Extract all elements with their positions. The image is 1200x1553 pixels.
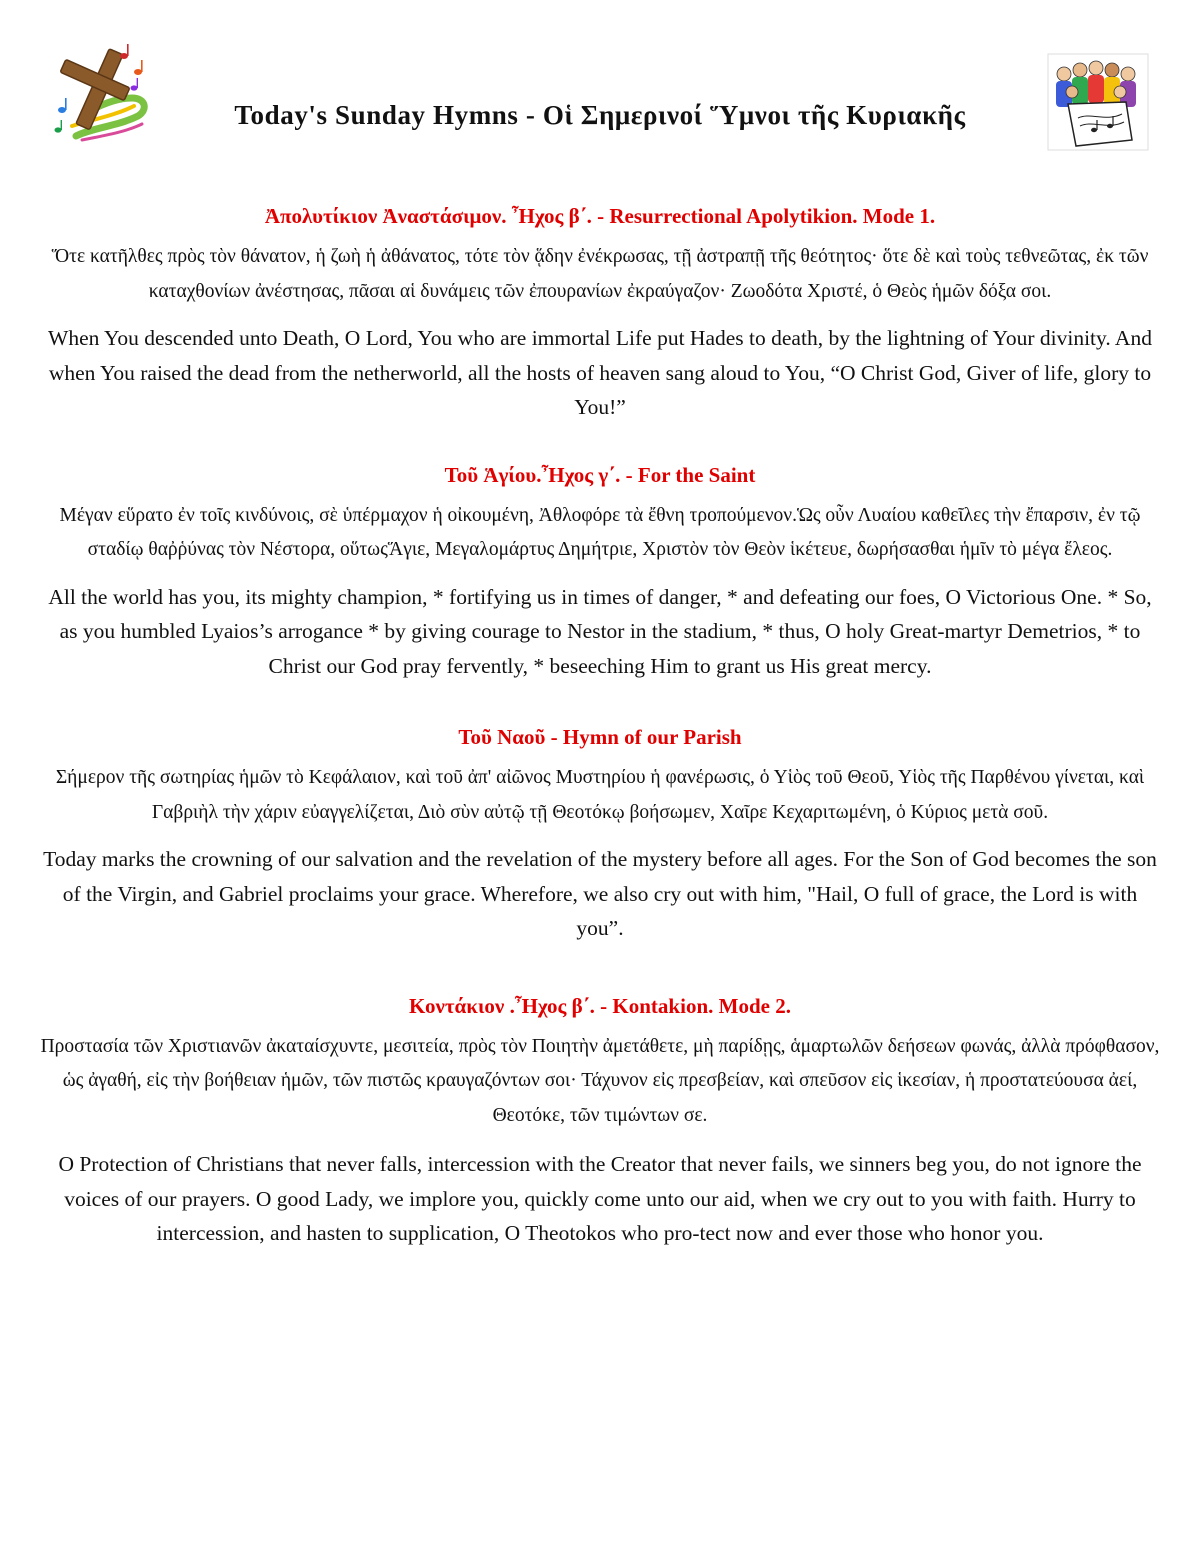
cross-with-music-notes-icon [42, 40, 152, 150]
hymn-section-parish [40, 723, 1160, 946]
hymn-heading: Τοῦ Ἁγίου.Ἦχος γ΄. - For the Saint [444, 462, 756, 487]
page-title: Today's Sunday Hymns - Οἱ Σημερινοί Ὕμνοι τῆς Κυριακῆς [234, 100, 966, 130]
hymn-section-apolytikion [40, 202, 1160, 425]
hymn-greek-text: Ὅτε κατῆλθες πρὸς τὸν θάνατον, ἡ ζωὴ ἡ ἀθάνατος, τότε τὸν ᾅδην ἐνέκρωσας, τῇ ἀστραπῇ τῆς θεότητος· ὅτε δὲ καὶ τοὺς τεθνεῶτας, ἐκ τῶν καταχθονίων ἀνέστησας, πᾶσαι αἱ δυνάμεις τῶν ἐπουρανίων ἐκραύγαζον· Ζωοδότα Χριστέ, ὁ Θεὸς ἡμῶν δόξα σοι. [51, 246, 1149, 302]
page-header [0, 0, 1200, 160]
hymn-heading: Τοῦ Ναοῦ - Hymn of our Parish [458, 725, 742, 749]
hymn-greek-text: Σήμερον τῆς σωτηρίας ἡμῶν τὸ Κεφάλαιον, καὶ τοῦ ἀπ' αἰῶνος Μυστηρίου ἡ φανέρωσις, ὁ Υἱὸς τοῦ Θεοῦ, Υἱὸς τῆς Παρθένου γίνεται, καὶ Γαβριὴλ τὴν χάριν εὐαγγελίζεται, Διὸ σὺν αὐτῷ τῇ Θεοτόκῳ βοήσωμεν, Χαῖρε Κεχαριτωμένη, ὁ Κύριος μετὰ σοῦ. [55, 767, 1145, 823]
hymn-heading: Ἀπολυτίκιον Ἀναστάσιμον. Ἦχος β΄. - Resurrectional Apolytikion. Mode 1. [264, 204, 936, 228]
hymn-english-text: All the world has you, its mighty champion, * fortifying us in times of danger, * and defeating our foes, O Victorious One. * So, as you humbled Lyaios’s arrogance * by giving courage to Nestor in the stadium, * thus, O holy Great-martyr Demetrios, * to Christ our God pray fervently, * beseeching Him to grant us His great mercy. [48, 584, 1152, 678]
hymn-greek-text: Μέγαν εὕρατο ἐν τοῖς κινδύνοις, σὲ ὑπέρμαχον ἡ οἰκουμένη, Ἀθλοφόρε τὰ ἔθνη τροπούμενον.Ὡς οὖν Λυαίου καθεῖλες τὴν ἔπαρσιν, ἐν τῷ σταδίῳ θαῤῥύνας τὸν Νέστορα, οὕτωςἍγιε, Μεγαλομάρτυς Δημήτριε, Χριστὸν τὸν Θεὸν ἱκέτευε, δωρήσασθαι ἡμῖν τὸ μέγα ἔλεος. [59, 504, 1141, 560]
hymn-english-text: O Protection of Christians that never falls, intercession with the Creator that never fails, we sinners beg you, do not ignore the voices of our prayers. O good Lady, we implore you, quickly come unto our aid, when we cry out to you with faith. Hurry to intercession, and hasten to supplication, O Theotokos who pro-tect now and ever those who honor you. [58, 1152, 1142, 1245]
hymns-content [40, 196, 1160, 1251]
hymn-english-text: When You descended unto Death, O Lord, You who are immortal Life put Hades to death, by the lightning of Your divinity. And when You raised the dead from the netherworld, all the hosts of heaven sang aloud to You, “O Christ God, Giver of life, glory to You!” [48, 326, 1152, 419]
hymn-section-saint [40, 461, 1160, 684]
hymn-heading: Κοντάκιον .Ἦχος β΄. - Kontakion. Mode 2. [409, 993, 791, 1018]
hymn-english-text: Today marks the crowning of our salvation and the revelation of the mystery before all ages. For the Son of God becomes the son of the Virgin, and Gabriel proclaims your grace. Wherefore, we also cry out with him, "Hail, O full of grace, the Lord is with you”. [43, 847, 1157, 940]
choir-singers-icon [1046, 52, 1150, 152]
hymn-greek-text: Προστασία τῶν Χριστιανῶν ἀκαταίσχυντε, μεσιτεία, πρὸς τὸν Ποιητὴν ἀμετάθετε, μὴ παρίδῃς, ἁμαρτωλῶν δεήσεων φωνάς, ἀλλὰ πρόφθασον, ὡς ἀγαθή, εἰς τὴν βοήθειαν ἡμῶν, τῶν πιστῶς κραυγαζόντων σοι· Τάχυνον εἰς πρεσβείαν, καὶ σπεῦσον εἰς ἱκεσίαν, ἡ προστατεύουσα ἀεί, Θεοτόκε, τῶν τιμώντων σε. [40, 1035, 1160, 1126]
hymn-section-kontakion [40, 992, 1160, 1251]
